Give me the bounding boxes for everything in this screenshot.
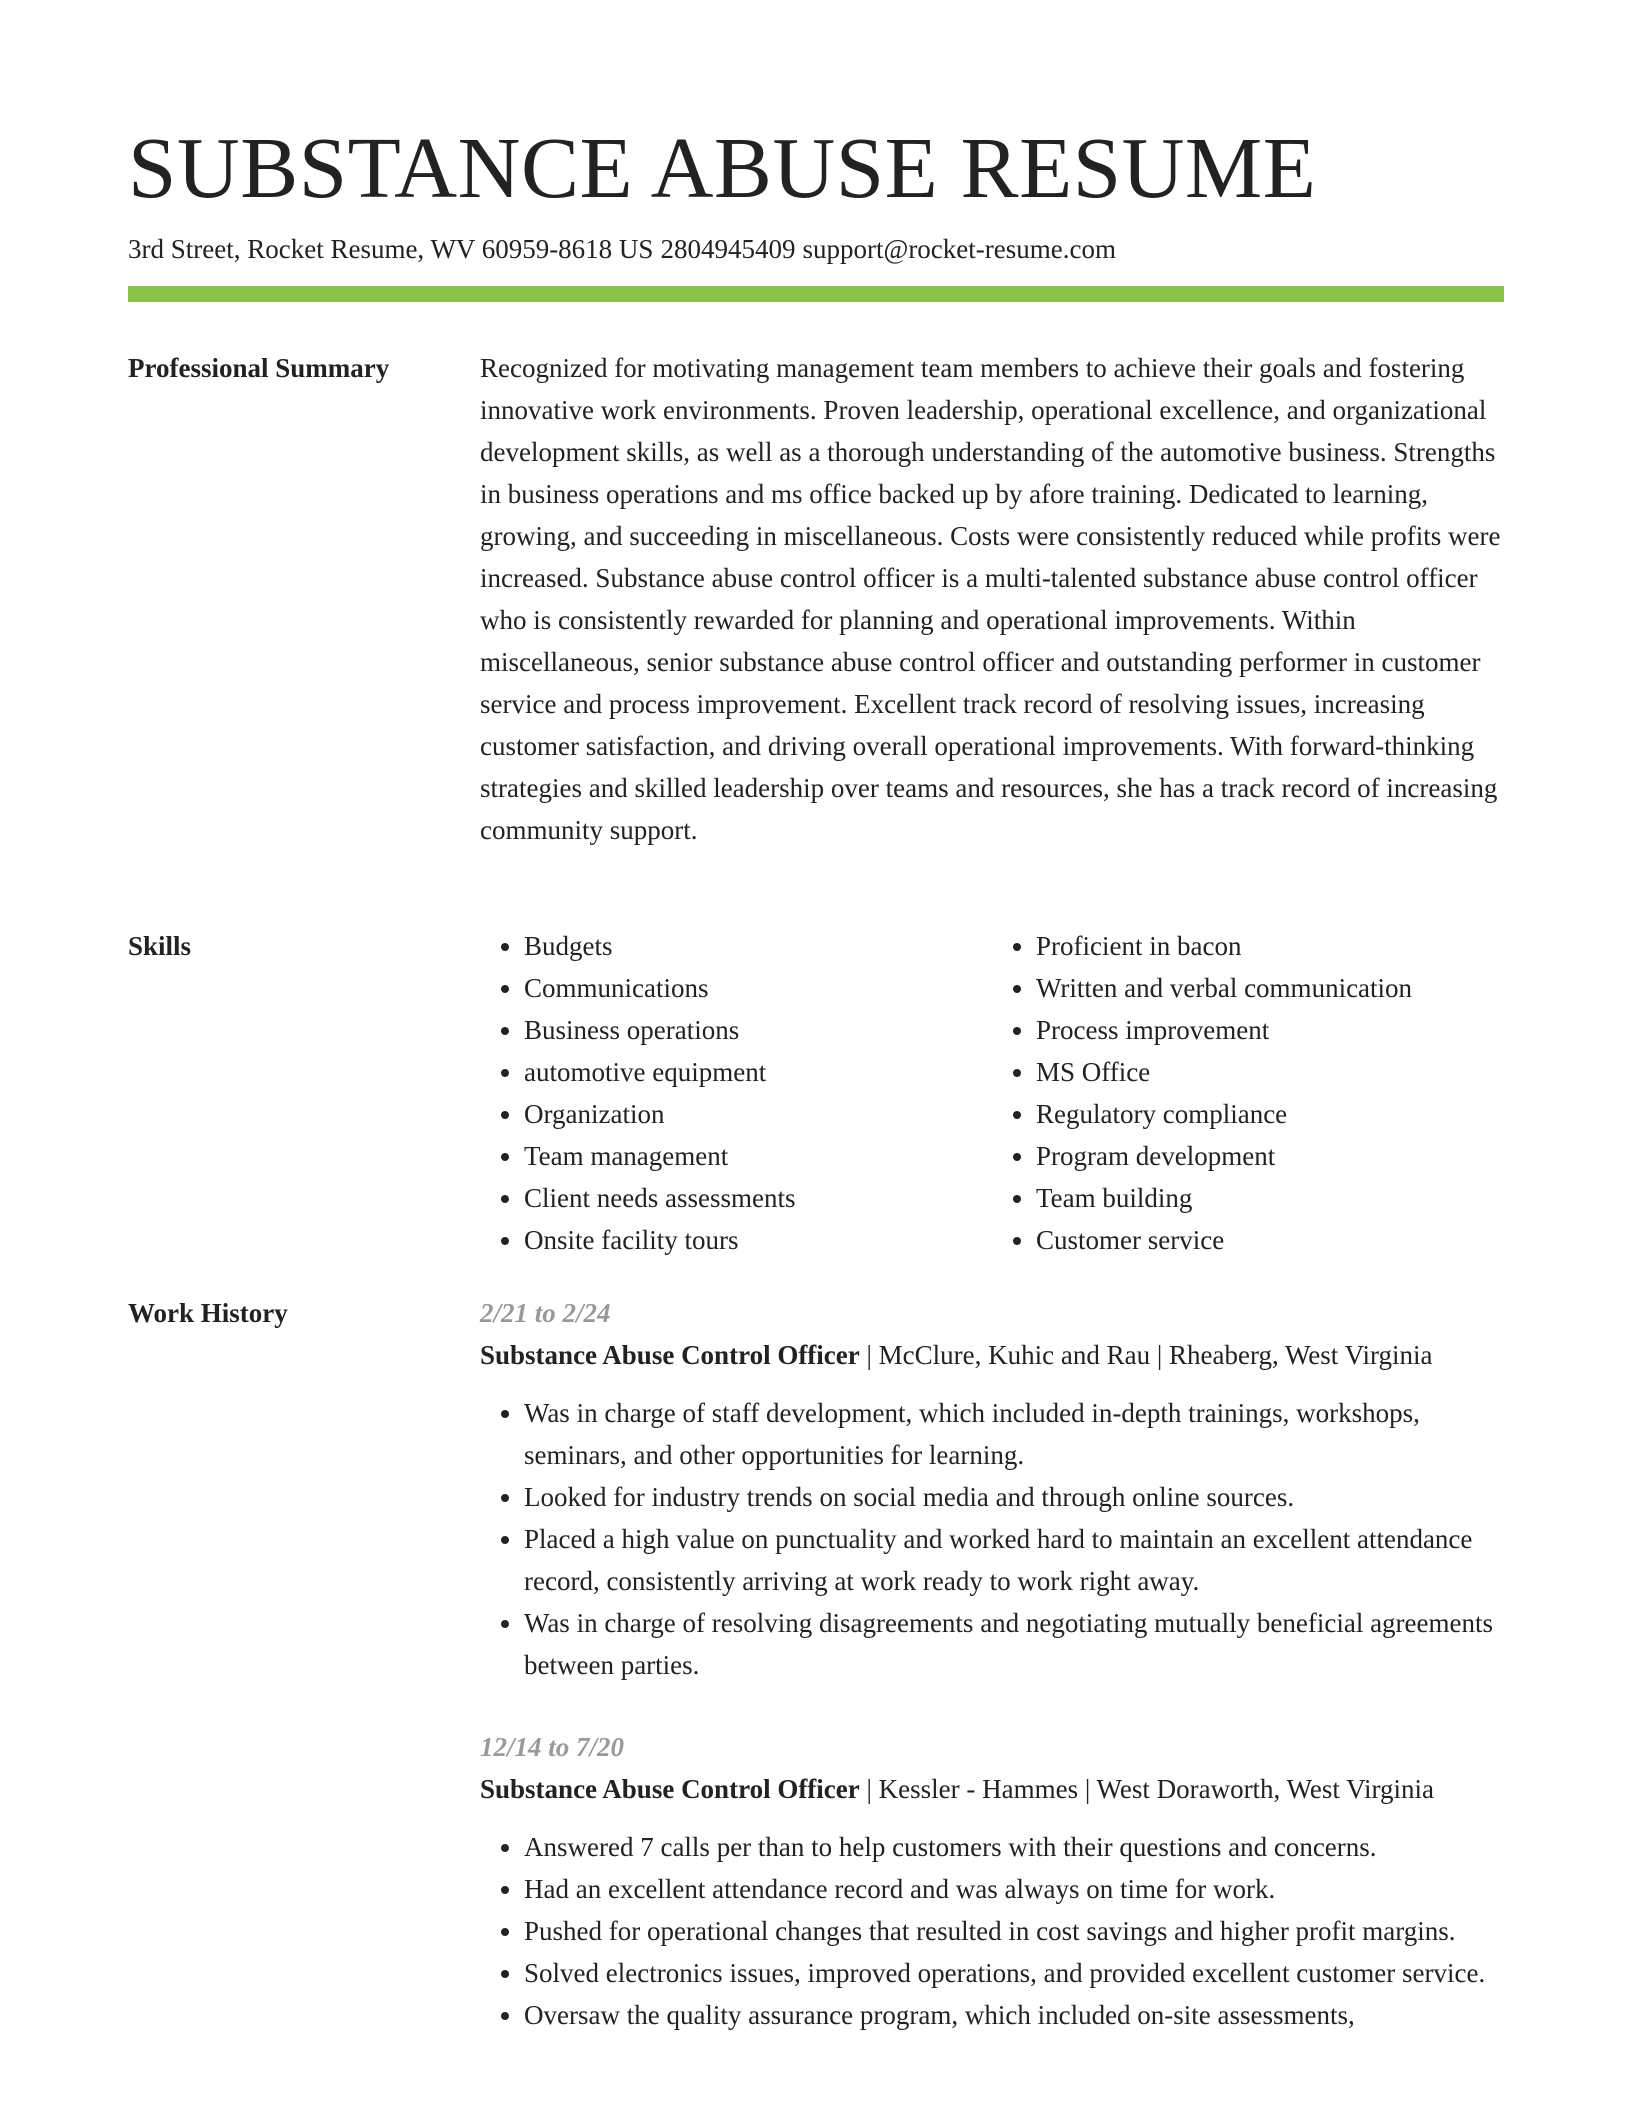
skill-item: • Team building [1036, 1177, 1504, 1219]
work-history-body [480, 1292, 1504, 2036]
skills-list-right [992, 925, 1504, 1261]
job-title-line [480, 1768, 1504, 1810]
skill-item: • Business operations [524, 1009, 992, 1051]
job-bullet: • Answered 7 calls per than to help customers with their questions and concerns. [524, 1826, 1504, 1868]
summary-body [480, 347, 1504, 851]
resume-title: SUBSTANCE ABUSE RESUME [128, 119, 1317, 216]
contact-address: 3rd Street, Rocket Resume, WV 60959-8618 US [128, 234, 654, 264]
job-entry [480, 1292, 1504, 1686]
skill-item: • Written and verbal communication [1036, 967, 1504, 1009]
job-title: Substance Abuse Control Officer [480, 1340, 860, 1370]
contact-phone: 2804945409 [660, 234, 796, 264]
skill-item: • Communications [524, 967, 992, 1009]
job-bullets [480, 1392, 1504, 1686]
skill-item: • automotive equipment [524, 1051, 992, 1093]
skill-item: • Team management [524, 1135, 992, 1177]
job-dates: 2/21 to 2/24 [480, 1298, 611, 1328]
contact-line [128, 229, 1116, 269]
skill-item: • Customer service [1036, 1219, 1504, 1261]
skill-item: • Regulatory compliance [1036, 1093, 1504, 1135]
skill-item: • Proficient in bacon [1036, 925, 1504, 967]
job-bullet: • Had an excellent attendance record and was always on time for work. [524, 1868, 1504, 1910]
job-employer-location: | Kessler - Hammes | West Doraworth, West Virginia [859, 1774, 1435, 1804]
job-bullet: • Oversaw the quality assurance program, which included on-site assessments, [524, 1994, 1504, 2036]
job-bullets [480, 1826, 1504, 2036]
skill-item: • Process improvement [1036, 1009, 1504, 1051]
job-bullet: • Looked for industry trends on social media and through online sources. [524, 1476, 1504, 1518]
skills-heading: Skills [128, 931, 192, 961]
job-title-line [480, 1334, 1504, 1376]
job-bullet: • Was in charge of resolving disagreements and negotiating mutually beneficial agreements between parties. [524, 1602, 1504, 1686]
job-bullet: • Solved electronics issues, improved operations, and provided excellent customer service. [524, 1952, 1504, 1994]
skills-body [480, 925, 1504, 1261]
job-title: Substance Abuse Control Officer [480, 1774, 860, 1804]
job-entry [480, 1726, 1504, 2036]
skill-item: • Onsite facility tours [524, 1219, 992, 1261]
skill-item: • Program development [1036, 1135, 1504, 1177]
skill-item: • Client needs assessments [524, 1177, 992, 1219]
skill-item: • MS Office [1036, 1051, 1504, 1093]
contact-email: support@rocket-resume.com [802, 234, 1116, 264]
skill-item: • Budgets [524, 925, 992, 967]
skills-list-left [480, 925, 992, 1261]
summary-text: Recognized for motivating management team members to achieve their goals and fostering innovative work environments. Proven leadership, operational excellence, and organizational development skills, as well as a thorough understanding of the automotive business. Strengths in business operations and ms office backed up by afore training. Dedicated to learning, growing, and succeeding in miscellaneous. Costs were consistently reduced while profits were increased. Substance abuse control officer is a multi-talented substance abuse control officer who is consistently rewarded for planning and operational improvements. Within miscellaneous, senior substance abuse control officer and outstanding performer in customer service and process improvement. Excellent track record of resolving issues, increasing customer satisfaction, and driving overall operational improvements. With forward-thinking strategies and skilled leadership over teams and resources, she has a track record of increasing community support. [480, 353, 1501, 845]
skill-item: • Organization [524, 1093, 992, 1135]
job-bullet: • Pushed for operational changes that resulted in cost savings and higher profit margins. [524, 1910, 1504, 1952]
summary-heading: Professional Summary [128, 353, 390, 383]
job-employer-location: | McClure, Kuhic and Rau | Rheaberg, West Virginia [859, 1340, 1433, 1370]
job-bullet: • Was in charge of staff development, which included in-depth trainings, workshops, seminars, and other opportunities for learning. [524, 1392, 1504, 1476]
accent-divider [128, 286, 1504, 302]
job-bullet: • Placed a high value on punctuality and worked hard to maintain an excellent attendance record, consistently arriving at work ready to work right away. [524, 1518, 1504, 1602]
job-dates: 12/14 to 7/20 [480, 1732, 625, 1762]
work-history-heading: Work History [128, 1298, 288, 1328]
